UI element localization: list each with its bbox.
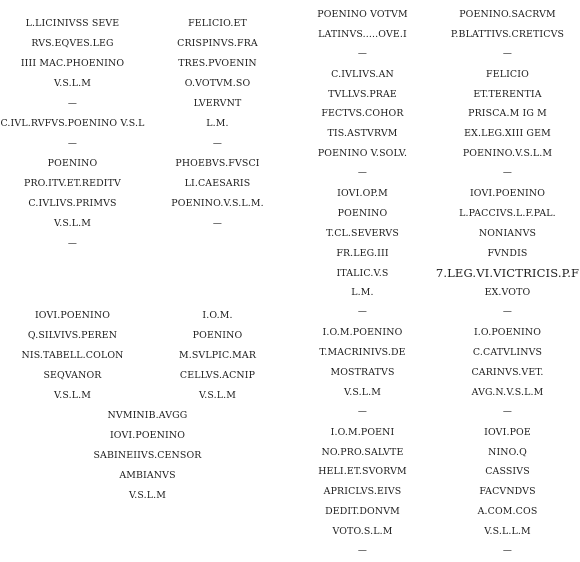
inscription-line: PHOEBVS.FVSCI [175,158,260,169]
inscription-line: FELICIO.ET [188,18,247,29]
separator-dash: — [357,168,368,179]
inscription-line: MOSTRATVS [330,367,395,379]
inscription-line: I.O.M.POENI [330,426,395,438]
inscription-column-1 [0,14,145,254]
separator-dash: — [502,168,513,179]
inscription-line: L.PACCIVS.L.F.PAL. [459,207,556,219]
inscription-line: ITALIC.V.S [336,267,389,279]
inscription-line: AMBIANVS [119,470,176,481]
inscription-line: TVLLVS.PRAE [328,88,397,100]
inscription-line: NINO.Q [488,446,527,458]
inscription-line: TRES.PVOENIN [178,58,257,69]
inscription-line: TIS.ASTVRVM [327,128,398,140]
inscription-column-4 [435,5,580,562]
inscription-line: IOVI.POENINO [469,188,546,200]
inscription-line: I.O.POENINO [473,327,542,339]
inscription-line: I.O.M.POENINO [322,327,403,339]
inscription-line: IOVI.POE [484,426,531,438]
inscription-line: LI.CAESARIS [184,178,251,189]
inscription-line: LATINVS.....OVE.I [318,28,407,40]
inscription-line: IOVI.POENINO [109,430,186,441]
separator-dash: — [502,546,513,557]
separator-dash: — [212,219,223,229]
inscription-line: V.S.L.M [53,78,92,89]
inscription-line: VOTO.S.L.M [332,526,393,538]
inscription-line: FELICIO [486,68,529,80]
inscription-line: POENINO V.SOLV. [317,148,408,160]
inscription-line: L.LICINIVSS SEVE [25,18,120,29]
inscription-line: NONIANVS [478,227,537,239]
inscription-line: L.M. [206,118,229,129]
inscription-line: POENINO [47,158,98,169]
inscription-line: POENINO [192,330,243,341]
inscription-line: PRO.ITV.ET.REDITV [24,178,121,189]
inscription-line: V.S.L.L.M [484,526,531,538]
separator-dash: — [67,139,78,149]
separator-dash: — [212,139,223,149]
inscription-line: FACVNDVS [479,486,536,498]
inscription-line: Q.SILVIVS.PEREN [27,330,118,341]
inscription-column-2 [145,14,290,234]
inscription-line: V.S.L.M [53,218,92,229]
separator-dash: — [357,546,368,557]
inscription-line: C.IVLIVS.AN [331,68,394,80]
inscription-line: V.S.L.M [53,390,92,401]
separator-dash: — [502,406,513,417]
inscription-line: POENINO.V.S.L.M [462,148,553,160]
separator-dash: — [502,48,513,59]
inscription-column-3 [290,5,435,562]
inscription-line: CASSIVS [485,466,530,478]
inscription-line: CARINVS.VET. [471,367,544,379]
inscription-line: NO.PRO.SALVTE [321,446,404,458]
inscription-line: LVERVNT [193,98,242,109]
inscription-line: 7.LEG.VI.VICTRICIS.P.F [435,265,580,280]
inscription-line: C.IVLIVS.PRIMVS [28,198,117,209]
inscription-line: IOVI.POENINO [34,310,111,321]
inscription-line: NVMINIB.AVGG [107,410,188,421]
inscription-column-lower-2 [145,306,290,406]
inscription-line: EX.LEG.XIII GEM [464,128,551,140]
inscription-line: PRISCA.M IG M [468,108,547,120]
inscription-line: RVS.EQVES.LEG [31,38,114,49]
inscription-line: M.SVLPIC.MAR [178,350,257,361]
inscription-line: EX.VOTO [484,287,531,299]
inscription-line: APRICLVS.EIVS [323,486,402,498]
separator-dash: — [67,99,78,109]
inscription-line: IOVI.OP.M [337,188,388,200]
inscription-line: FR.LEG.III [336,247,389,259]
separator-dash: — [357,406,368,417]
inscription-column-lower-3 [75,406,220,506]
inscription-line: I.O.M. [202,310,233,321]
inscription-line: C.CATVLINVS [472,347,543,359]
inscription-line: AVG.N.V.S.L.M [471,386,544,398]
inscription-line: POENINO.V.S.L.M. [171,198,264,209]
inscription-line: T.CL.SEVERVS [326,227,399,239]
inscription-line: A.COM.COS [477,506,538,518]
inscription-line: T.MACRINIVS.DE [319,347,406,359]
separator-dash: — [357,307,368,318]
inscription-line: CELLVS.ACNIP [179,370,256,381]
inscription-line: L.M. [351,287,374,299]
inscription-line: IIII MAC.PHOENINO [20,58,125,69]
separator-dash: — [357,48,368,59]
inscription-line: POENINO.SACRVM [459,9,556,20]
inscription-line: C.IVL.RVFVS.POENINO V.S.L [0,118,145,129]
inscription-line: NIS.TABELL.COLON [21,350,124,361]
inscription-line: DEDIT.DONVM [325,506,400,518]
inscription-line: V.S.L.M [343,386,382,398]
inscription-line: ET.TERENTIA [473,88,542,100]
inscription-line: CRISPINVS.FRA [177,38,258,49]
inscription-line: FECTVS.COHOR [321,108,404,120]
inscription-line: V.S.L.M [198,390,237,401]
separator-dash: — [67,239,78,249]
inscription-line: POENINO VOTVM [317,9,408,20]
inscription-line: SEQVANOR [43,370,102,381]
inscription-line: POENINO [337,207,388,219]
inscription-line: O.VOTVM.SO [184,78,251,89]
inscription-line: FVNDIS [487,247,528,259]
inscription-column-lower-1 [0,306,145,406]
inscription-line: P.BLATTIVS.CRETICVS [450,28,565,40]
inscription-line: V.S.L.M [128,490,167,501]
inscription-line: HELI.ET.SVORVM [318,466,407,478]
separator-dash: — [502,307,513,318]
inscription-line: SABINEIIVS.CENSOR [93,450,202,461]
